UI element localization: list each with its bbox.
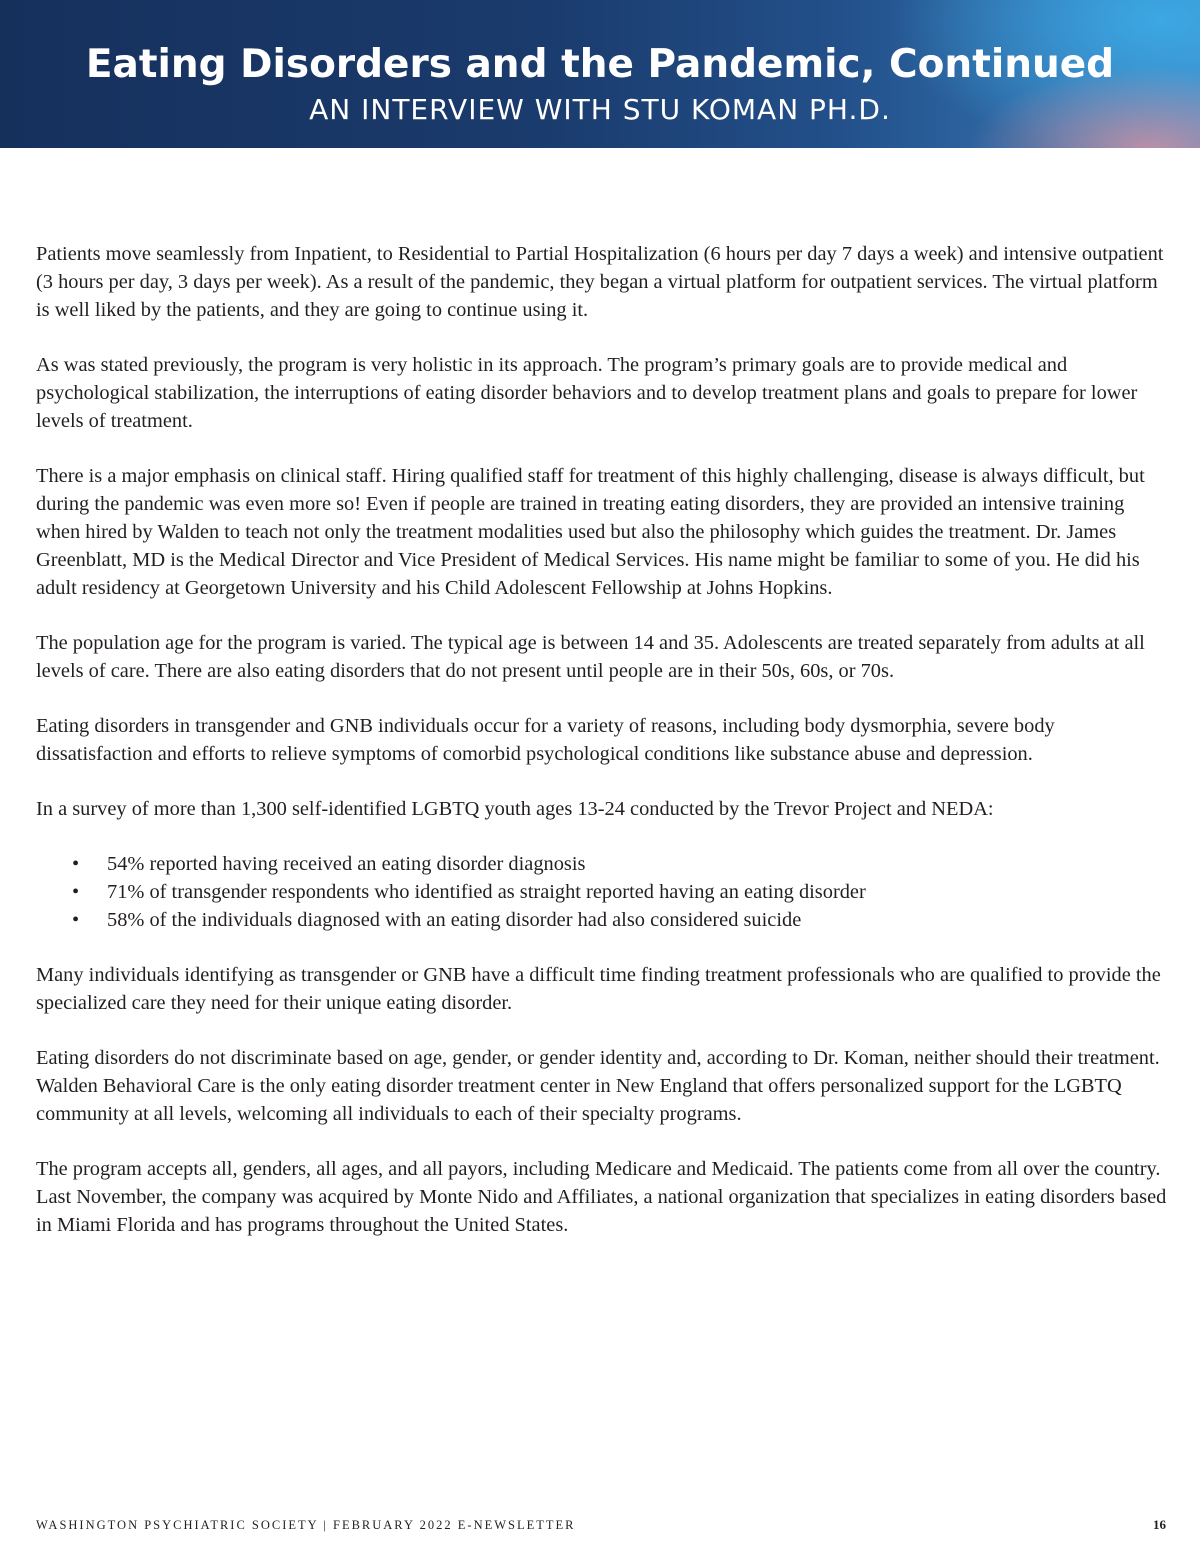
paragraph-programs: Patients move seamlessly from Inpatient, to Residential to Partial Hospitalization (6 hours per day 7 days a week) and intensive outpatient (3 hours per day, 3 days per week). As a result of the pandemic, they began a virtual platform for outpatient services. The virtual platform is well liked by the patients, and they are going to continue using it. (36, 243, 1164, 321)
page-subtitle: AN INTERVIEW WITH STU KOMAN PH.D. (309, 93, 891, 126)
list-item-text: 58% of the individuals diagnosed with an eating disorder had also considered suicide (107, 909, 802, 931)
list-item (36, 906, 1168, 934)
page-title: Eating Disorders and the Pandemic, Continued (85, 42, 1115, 87)
page-number: 16 (1153, 1517, 1166, 1532)
paragraph-approach: As was stated previously, the program is very holistic in its approach. The program’s primary goals are to provide medical and psychological stabilization, the interruptions of eating disorder behaviors and to develop treatment plans and goals to prepare for lower levels of treatment. (36, 354, 1138, 432)
paragraph-staff: There is a major emphasis on clinical staff. Hiring qualified staff for treatment of this highly challenging, disease is always difficult, but during the pandemic was even more so! Even if people are trained in treating eating disorders, they are provided an intensive training when hired by Walden to teach not only the treatment modalities used but also the philosophy which guides the treatment. Dr. James Greenblatt, MD is the Medical Director and Vice President of Medical Services. His name might be familiar to some of you. He did his adult residency at Georgetown University and his Child Adolescent Fellowship at Johns Hopkins. (36, 465, 1145, 599)
footer-publication: WASHINGTON PSYCHIATRIC SOCIETY | FEBRUARY 2022 E-NEWSLETTER (36, 1518, 576, 1532)
bullet-icon: • (72, 881, 80, 903)
paragraph-population: The population age for the program is varied. The typical age is between 14 and 35. Adolescents are treated separately from adults at all levels of care. There are also eating disorders that do not present until people are in their 50s, 60s, or 70s. (36, 632, 1145, 682)
list-item-text: 54% reported having received an eating disorder diagnosis (107, 853, 586, 875)
paragraph-finding-treatment: Many individuals identifying as transgender or GNB have a difficult time finding treatment professionals who are qualified to provide the specialized care they need for their unique eating disorder. (36, 964, 1161, 1014)
list-item (36, 878, 1168, 906)
list-item-text: 71% of transgender respondents who identified as straight reported having an eating disorder (107, 881, 866, 903)
paragraph-transgender: Eating disorders in transgender and GNB individuals occur for a variety of reasons, including body dysmorphia, severe body dissatisfaction and efforts to relieve symptoms of comorbid psychological conditions like substance abuse and depression. (36, 715, 1055, 765)
bullet-icon: • (72, 853, 80, 875)
paragraph-survey: In a survey of more than 1,300 self-identified LGBTQ youth ages 13-24 conducted by the Trevor Project and NEDA: (36, 798, 994, 820)
article-body (36, 240, 1168, 1266)
paragraph-payors: The program accepts all, genders, all ages, and all payors, including Medicare and Medicaid. The patients come from all over the country. Last November, the company was acquired by Monte Nido and Affiliates, a national organization that specializes in eating disorders based in Miami Florida and has programs throughout the United States. (36, 1158, 1167, 1236)
bullet-icon: • (72, 909, 80, 931)
list-item (36, 850, 1168, 878)
survey-results-list (36, 850, 1168, 934)
header-banner (0, 0, 1200, 148)
paragraph-discrimination: Eating disorders do not discriminate based on age, gender, or gender identity and, according to Dr. Koman, neither should their treatment. Walden Behavioral Care is the only eating disorder treatment center in New England that offers personalized support for the LGBTQ community at all levels, welcoming all individuals to each of their specialty programs. (36, 1047, 1160, 1125)
